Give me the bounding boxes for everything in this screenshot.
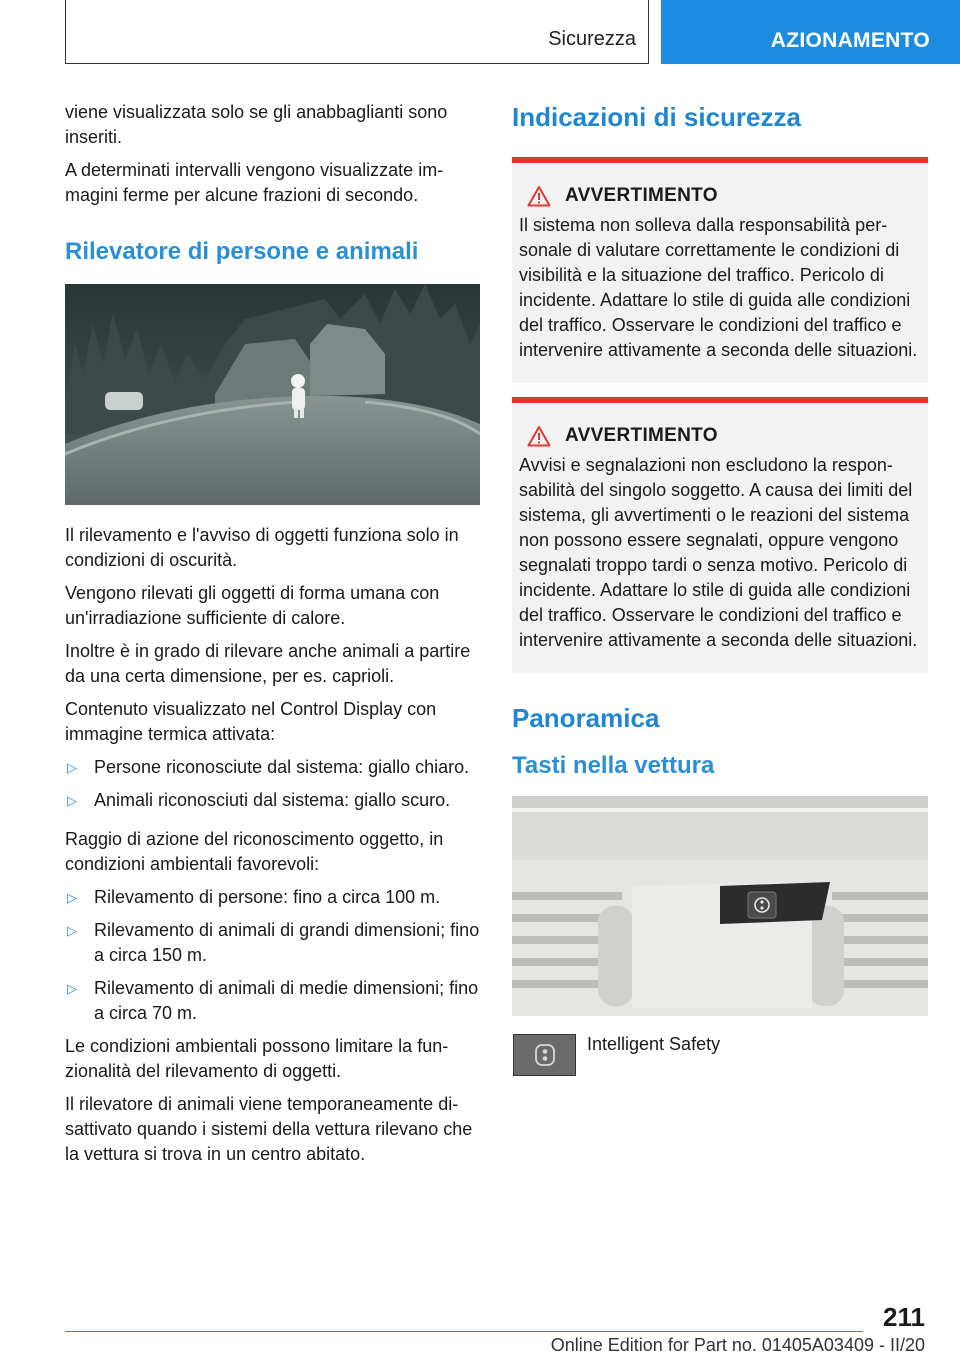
triangle-bullet-icon: ▷ (67, 760, 77, 775)
footer-edition: Online Edition for Part no. 01405A03409 - II/20 (550, 1335, 925, 1355)
intelligent-safety-label: Intelligent Safety (587, 1034, 721, 1054)
warning-triangle-icon (527, 425, 551, 447)
subsection-heading-buttons: Tasti nella vettura (512, 752, 715, 779)
warning-triangle-icon (527, 185, 551, 207)
list-item: ▷ Rilevamento di animali di grandi dimensioni; fino a circa 150 m. (67, 920, 480, 965)
intro-paragraph-2: A determinati intervalli vengono visualizzate immagini ferme per alcune frazioni di secondo. (65, 160, 444, 205)
range-list (65, 885, 480, 1026)
icon-legend-row (512, 1034, 928, 1076)
warning-text: Il sistema non solleva dalla responsabilità personale di valutare correttamente le condizioni di visibilità e la situazione del traffico. Pericolo di incidente. Adattare lo stile di guida alle condizioni del traffico. Osservare le condizioni del traffico e intervenire attivamente a seconda delle situazioni. (519, 215, 918, 360)
body-paragraph-6: Le condizioni ambientali possono limitare la funzionalità del rilevamento di oggetti. (65, 1036, 449, 1081)
body-paragraph-7: Il rilevatore di animali viene temporaneamente disattivato quando i sistemi della vettura rilevano che la vettura si trova in un centro abitato. (65, 1094, 473, 1164)
body-paragraph-2: Vengono rilevati gli oggetti di forma umana con un'irradiazione sufficiente di calore. (65, 583, 440, 628)
triangle-bullet-icon: ▷ (67, 923, 77, 938)
list-item: ▷ Rilevamento di animali di medie dimensioni; fino a circa 70 m. (67, 978, 479, 1023)
body-paragraph-4: Contenuto visualizzato nel Control Display con immagine termica attivata: (65, 699, 437, 744)
header-chapter-tab (661, 0, 960, 64)
list-item: ▷ Rilevamento di persone: fino a circa 100 m. (65, 885, 480, 910)
header-chapter-title: AZIONAMENTO (770, 29, 930, 52)
intelligent-safety-icon (513, 1034, 576, 1076)
section-heading-safety: Indicazioni di sicurezza (512, 102, 801, 132)
body-paragraph-3: Inoltre è in grado di rilevare anche animali a partire da una certa dimensione, per es. caprioli. (65, 641, 471, 686)
triangle-bullet-icon: ▷ (67, 793, 77, 808)
right-column (512, 100, 928, 1076)
left-column (65, 100, 480, 1175)
display-content-list (65, 755, 480, 813)
warning-text: Avvisi e segnalazioni non escludono la responsabilità del singolo soggetto. A causa dei limiti del sistema, gli avvertimenti o le reazioni del sistema non possono essere segnalati, oppure vengono segnalati troppo tardi o senza motivo. Pericolo di incidente. Adattare lo stile di guida alle condizioni del traffico. Osservare le condizioni del traffico e intervenire attivamente a seconda delle situazioni. (519, 455, 918, 650)
section-heading-overview: Panoramica (512, 703, 660, 733)
footer-divider (65, 1331, 863, 1332)
body-paragraph-1: Il rilevamento e l'avviso di oggetti funziona solo in condizioni di oscurità. (65, 525, 459, 570)
triangle-bullet-icon: ▷ (67, 890, 77, 905)
night-vision-image (65, 284, 480, 505)
warning-box-2 (512, 397, 928, 673)
warning-title: AVVERTIMENTO (565, 185, 718, 206)
warning-box-1 (512, 157, 928, 383)
intro-paragraph-1: viene visualizzata solo se gli anabbaglianti sono inseriti. (65, 102, 448, 147)
triangle-bullet-icon: ▷ (67, 981, 77, 996)
warning-title: AVVERTIMENTO (565, 425, 718, 446)
list-item: ▷ Animali riconosciuti dal sistema: giallo scuro. (65, 788, 480, 813)
header-section-title: Sicurezza (548, 28, 636, 50)
page-number: 211 (883, 1302, 925, 1332)
list-item: ▷ Persone riconosciute dal sistema: giallo chiaro. (65, 755, 480, 780)
body-paragraph-5: Raggio di azione del riconoscimento oggetto, in condizioni ambientali favorevoli: (65, 829, 444, 874)
vehicle-buttons-image (512, 796, 928, 1016)
header-section-box (65, 0, 649, 64)
section-heading-detector: Rilevatore di persone e animali (65, 238, 419, 265)
